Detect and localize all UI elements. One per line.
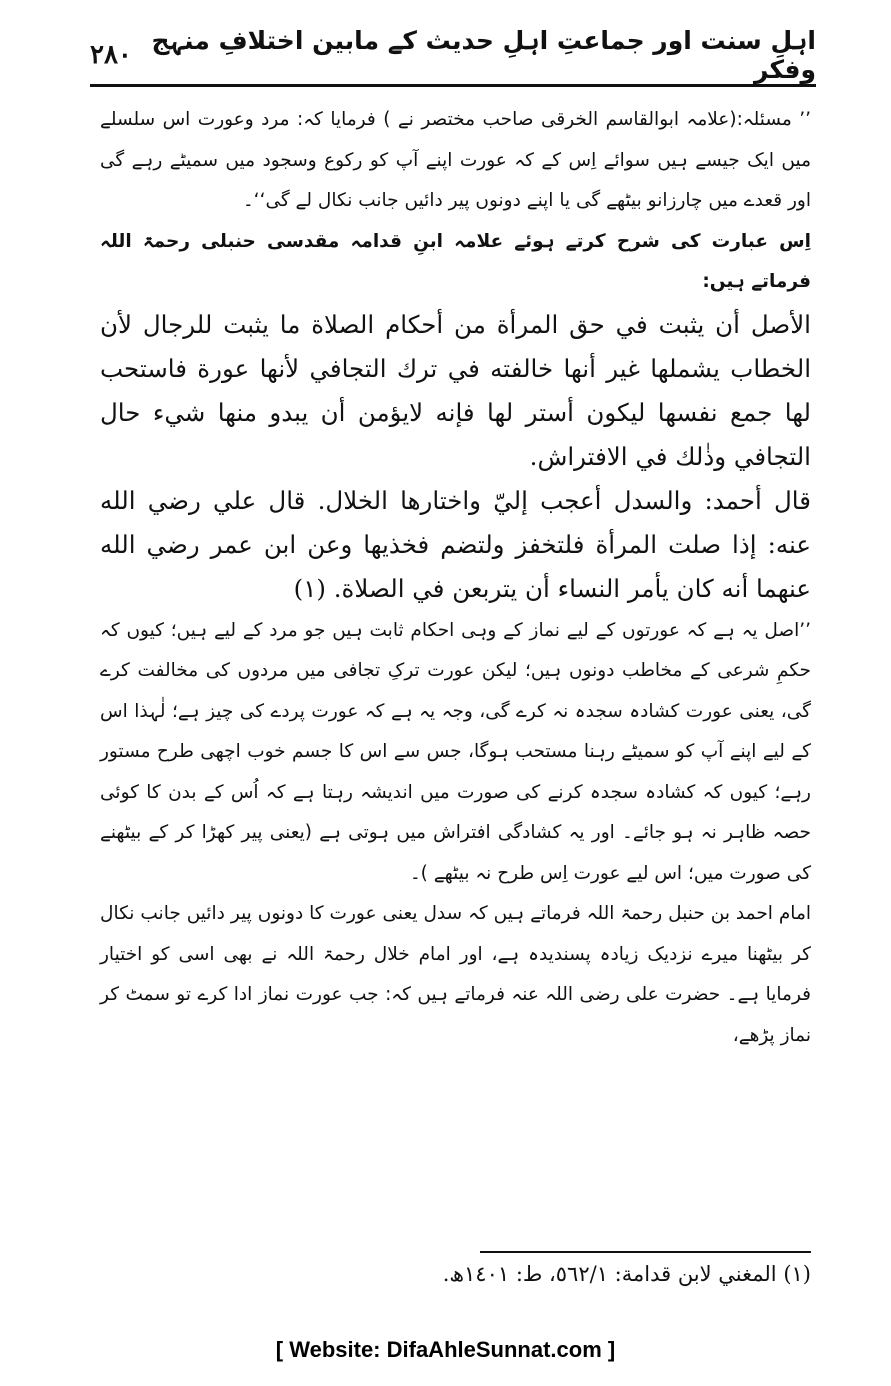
footnote-reference: (١) xyxy=(293,573,326,603)
footnote: (١) المغني لابن قدامة: ٥٦٢/١، ط: ١٤٠١ھ. xyxy=(442,1262,811,1286)
footnote-rule xyxy=(480,1251,811,1253)
website-footer: [ Website: DifaAhleSunnat.com ] xyxy=(275,1337,616,1362)
paragraph-intro-ibn-qudama: اِس عبارت کی شرح کرتے ہوئے علامہ ابنِ قدامہ مقدسی حنبلی رحمۃ اللہ فرماتے ہیں: xyxy=(100,230,811,292)
paragraph-imam-ahmad: امام احمد بن حنبل رحمۃ اللہ فرماتے ہیں کہ سدل یعنی عورت کا دونوں پیر دائیں جانب نکال کر بیٹھنا میرے نزدیک زیادہ پسندیدہ ہے، اور امام خلال رحمۃ اللہ نے بھی اسی کو اختیار فرمایا ہے۔ حضرت علی رضی اللہ عنہ فرماتے ہیں کہ: جب عورت نماز ادا کرے تو سمٹ کر نماز پڑھے، xyxy=(100,903,811,1046)
page-body xyxy=(100,100,811,1056)
arabic-quote-2-text: قال أحمد: والسدل أعجب إليّ واختارها الخلال. قال علي رضي الله عنه: إذا صلت المرأة فلتخفز ولتضم فخذيها وعن ابن عمر رضي الله عنهما أنه كان يأمر النساء أن يتربعن في الصلاة. xyxy=(100,485,811,603)
arabic-quote-1: الأصل أن يثبت في حق المرأة من أحكام الصلاة ما يثبت للرجال لأن الخطاب يشملها غير أنها خالفته في ترك التجافي لأنها عورة فاستحب لها جمع نفسها ليكون أستر لها فإنه لايؤمن أن يبدو منها شيء حال التجافي وذٰلك في الافتراش. xyxy=(100,309,811,471)
paragraph-masala: ’’ مسئلہ:(علامہ ابوالقاسم الخرقی صاحب مختصر نے ) فرمایا کہ: مرد وعورت اس سلسلے میں ایک جیسے ہیں سوائے اِس کے کہ عورت اپنے آپ کو رکوع وسجود میں سمیٹے رہے گی اور قعدے میں چارزانو بیٹھے گی یا اپنے دونوں پیر دائیں جانب نکال لے گی‘‘۔ xyxy=(100,109,811,211)
page-header xyxy=(90,26,816,84)
header-rule xyxy=(90,84,816,87)
arabic-quote-2 xyxy=(100,479,811,611)
running-title: اہلِ سنت اور جماعتِ اہلِ حدیث کے مابین اختلافِ منہج وفکر xyxy=(151,26,816,84)
page-number: ۲۸۰ xyxy=(90,40,132,70)
paragraph-translation: ’’اصل یہ ہے کہ عورتوں کے لیے نماز کے وہی احکام ثابت ہیں جو مرد کے لیے ہیں؛ کیوں کہ حکمِ شرعی کے مخاطب دونوں ہیں؛ لیکن عورت ترکِ تجافی میں مردوں کی مخالفت کرے گی، یعنی عورت کشادہ سجدہ نہ کرے گی، وجہ یہ ہے کہ عورت پردے کی چیز ہے؛ لٰہذا اس کے لیے اپنے آپ کو سمیٹے رہنا مستحب ہوگا، جس سے اس کا جسم خوب اچھی طرح مستور رہے؛ کیوں کہ کشادہ سجدہ کرنے کی صورت میں اندیشہ رہتا ہے کہ اُس کے بدن کا کوئی حصہ ظاہر نہ ہو جائے۔ اور یہ کشادگی افتراش میں ہوتی ہے (یعنی پیر کھڑا کر کے بیٹھنے کی صورت میں؛ اس لیے عورت اِس طرح نہ بیٹھے )۔ xyxy=(100,619,811,884)
